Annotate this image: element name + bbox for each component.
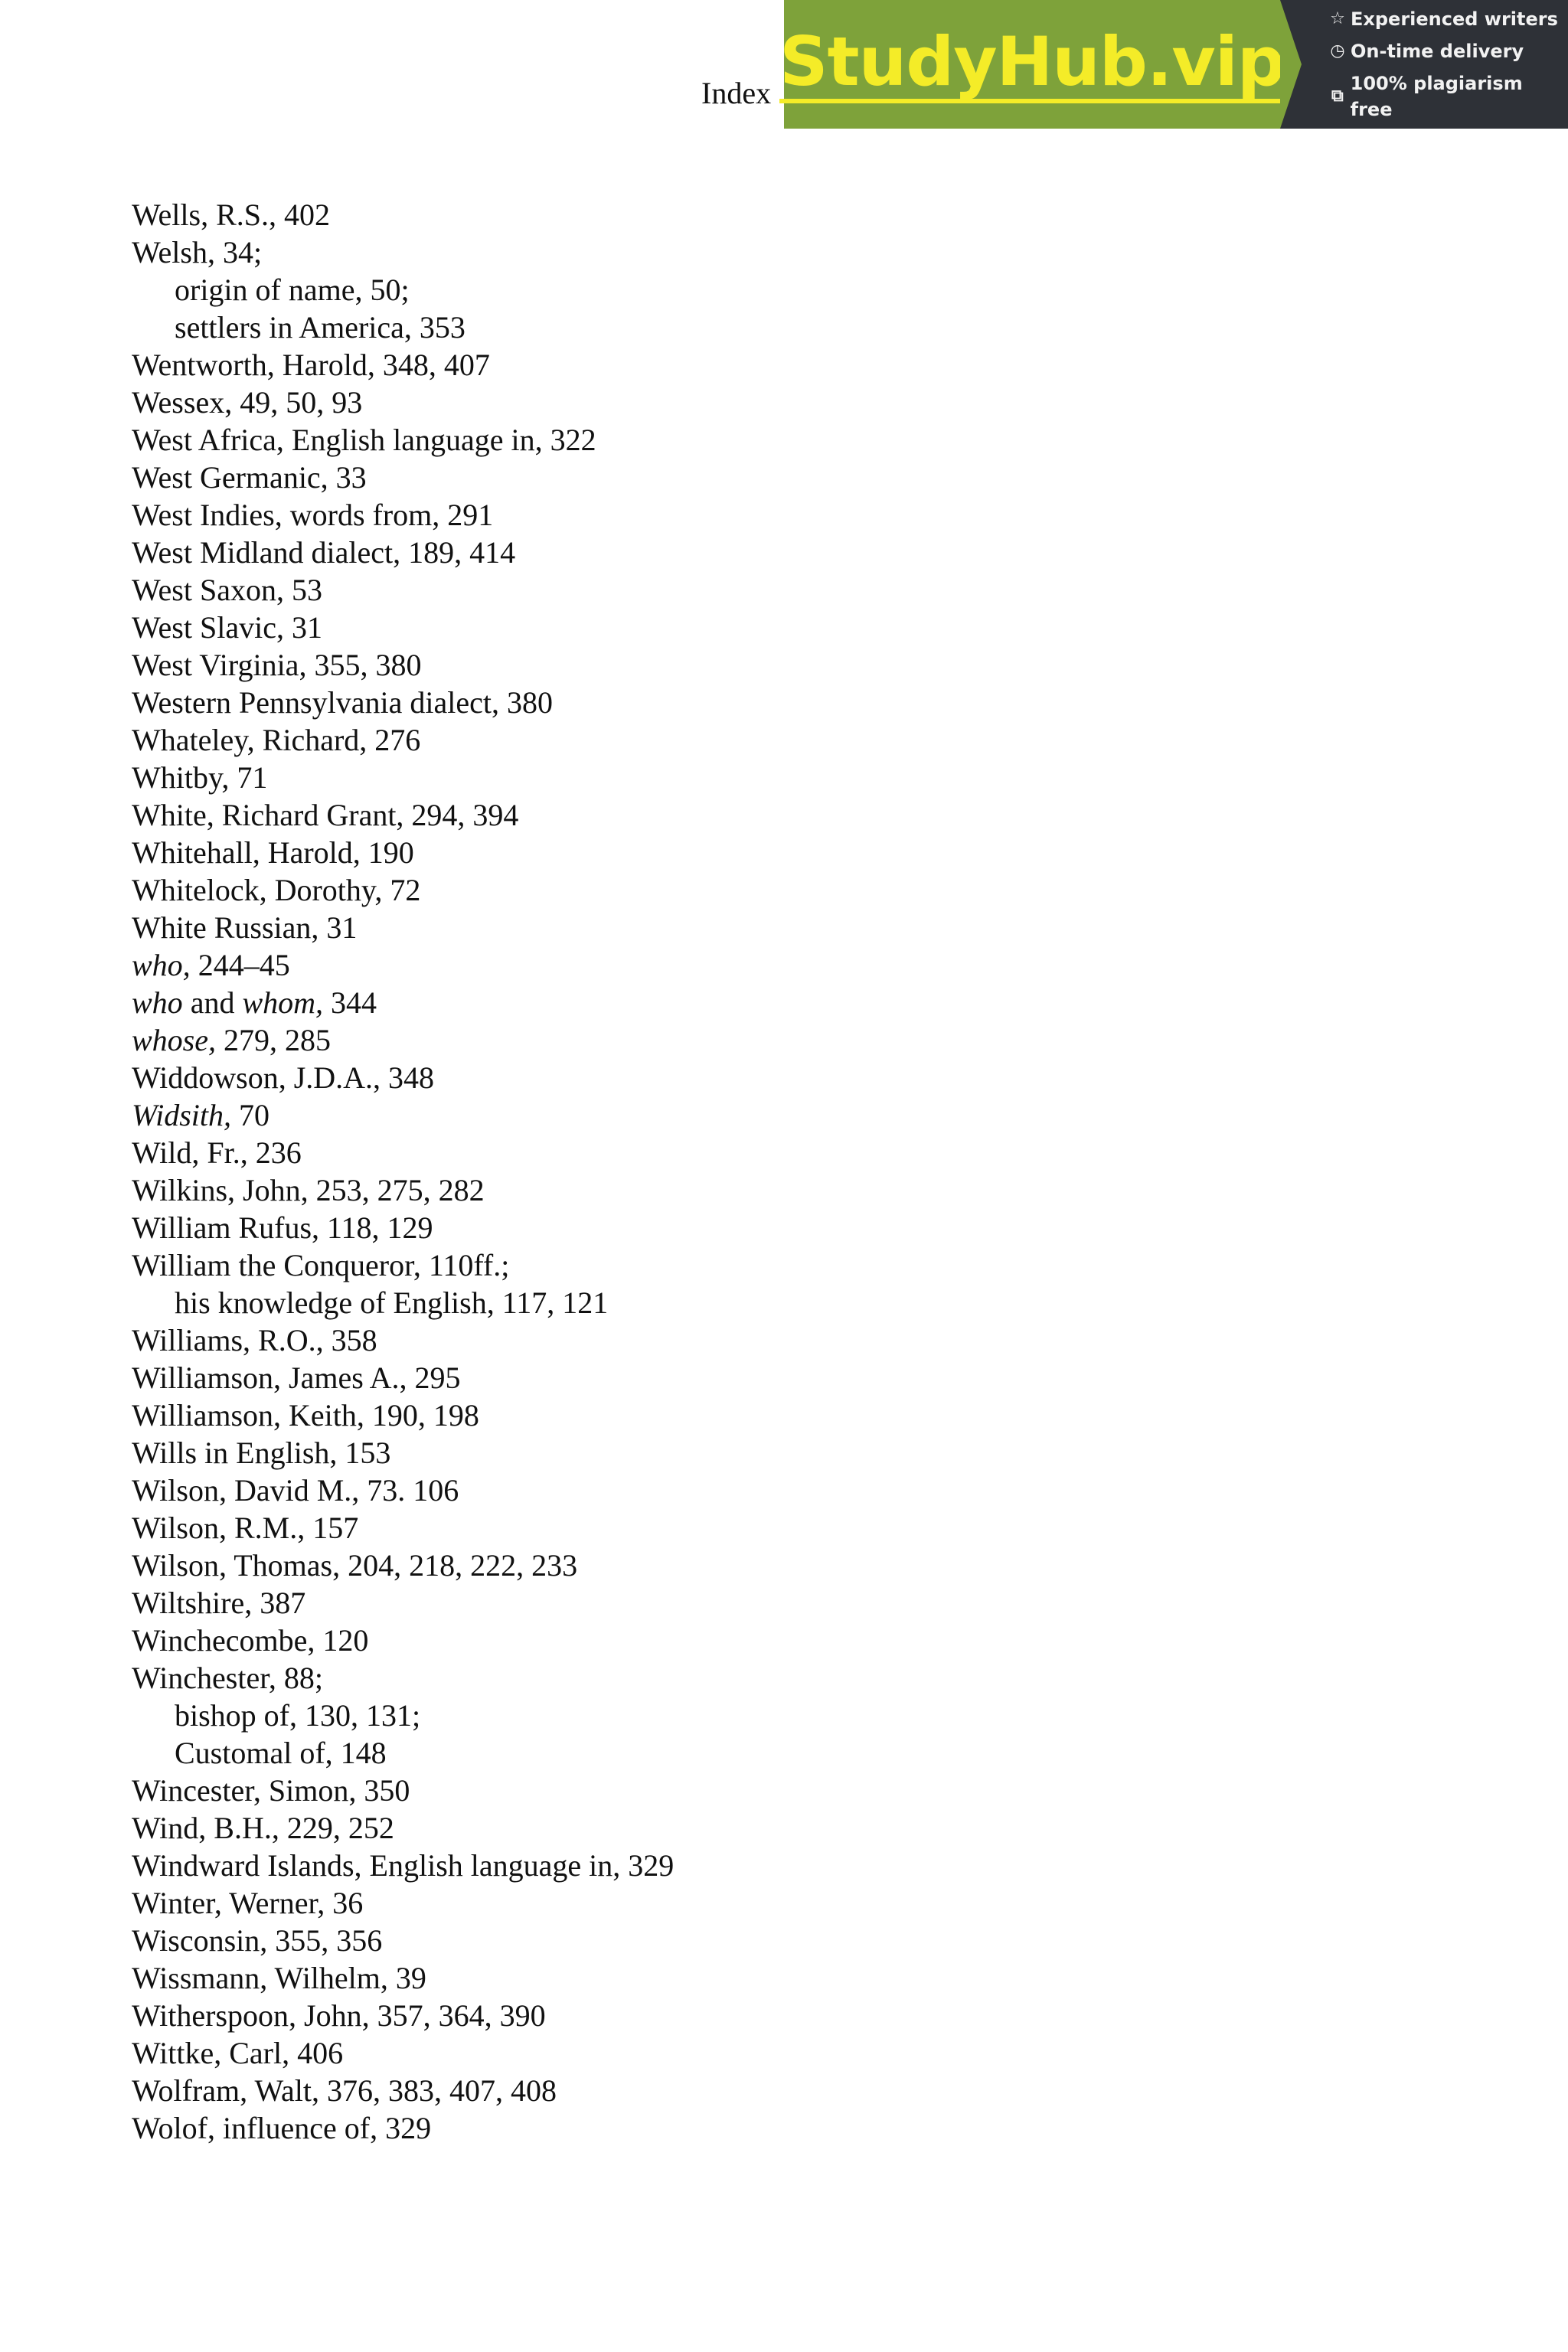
index-subentry: [132, 271, 674, 309]
copy-icon: ⧉: [1331, 87, 1344, 106]
index-entry: [132, 1059, 674, 1096]
index-entry: [132, 1922, 674, 1959]
index-entry: [132, 796, 674, 834]
index-entry-text: Western Pennsylvania dialect, 380: [132, 685, 553, 720]
index-entry-text: 344: [323, 985, 377, 1020]
index-entry-text: Wolof, influence of, 329: [132, 2111, 432, 2145]
index-entry-text: Wild, Fr., 236: [132, 1135, 302, 1170]
banner-logo[interactable]: [779, 0, 1285, 129]
banner-feature-text: 100% plagiarism free: [1350, 73, 1523, 120]
index-entry: [132, 1659, 674, 1697]
index-entry: [132, 1434, 674, 1472]
index-entry-text: 70: [231, 1098, 270, 1132]
index-entry-text: Wind, B.H., 229, 252: [132, 1811, 394, 1845]
index-entry: [132, 1959, 674, 1997]
ad-banner[interactable]: [779, 0, 1568, 129]
index-entry: [132, 1021, 674, 1059]
index-entry: [132, 984, 674, 1021]
index-entry-text: West Slavic, 31: [132, 610, 322, 645]
index-subentry: [132, 309, 674, 346]
index-entry: [132, 721, 674, 759]
index-entry-list: [132, 196, 674, 2147]
index-entry: [132, 946, 674, 984]
index-entry-text: Wentworth, Harold, 348, 407: [132, 348, 490, 382]
index-entry: [132, 421, 674, 459]
index-entry-text: West Germanic, 33: [132, 460, 367, 495]
index-entry-text: bishop of, 130, 131;: [175, 1698, 421, 1733]
index-entry: [132, 1509, 674, 1547]
banner-feature: [1328, 6, 1568, 32]
index-entry: [132, 1809, 674, 1847]
index-subentry: [132, 1697, 674, 1734]
index-entry: [132, 234, 674, 271]
index-entry-text: Wittke, Carl, 406: [132, 2036, 344, 2070]
index-entry: [132, 2072, 674, 2109]
index-entry-text: 244–45: [190, 948, 290, 982]
index-term-italic: whom,: [242, 985, 324, 1020]
index-entry-text: White Russian, 31: [132, 910, 358, 945]
index-entry-text: origin of name, 50;: [175, 273, 410, 307]
index-entry: [132, 1359, 674, 1396]
index-entry-text: Wilson, R.M., 157: [132, 1511, 359, 1545]
star-icon: ☆: [1330, 9, 1345, 28]
index-entry: [132, 1547, 674, 1584]
banner-feature-list: [1280, 0, 1568, 129]
index-entry-text: Wills in English, 153: [132, 1436, 391, 1470]
index-entry-text: Winchecombe, 120: [132, 1623, 369, 1658]
index-term-italic: Widsith,: [132, 1098, 232, 1132]
index-entry: [132, 909, 674, 946]
index-entry: [132, 684, 674, 721]
index-entry: [132, 1584, 674, 1622]
index-entry-text: Customal of, 148: [175, 1736, 387, 1770]
index-entry: [132, 1997, 674, 2034]
index-entry-text: Williamson, Keith, 190, 198: [132, 1398, 479, 1432]
page-header-title: Index: [701, 76, 772, 110]
index-entry-text: Wilkins, John, 253, 275, 282: [132, 1173, 485, 1207]
index-entry: [132, 459, 674, 496]
index-entry: [132, 571, 674, 609]
index-entry-text: Wiltshire, 387: [132, 1586, 306, 1620]
banner-feature-text: On-time delivery: [1351, 41, 1524, 62]
index-entry-text: William the Conqueror, 110ff.;: [132, 1248, 510, 1282]
index-entry-text: West Africa, English language in, 322: [132, 423, 596, 457]
index-entry-text: settlers in America, 353: [175, 310, 466, 345]
index-entry-text: 279, 285: [216, 1023, 331, 1057]
index-subentry: [132, 1284, 674, 1321]
index-entry-text: Wolfram, Walt, 376, 383, 407, 408: [132, 2073, 557, 2108]
index-entry: [132, 346, 674, 384]
index-entry-text: Williams, R.O., 358: [132, 1323, 377, 1357]
banner-logo-text: StudyHub.vip: [779, 25, 1285, 103]
index-entry-text: Wissmann, Wilhelm, 39: [132, 1961, 426, 1995]
index-entry: [132, 1622, 674, 1659]
index-entry-text: Windward Islands, English language in, 329: [132, 1848, 675, 1883]
index-entry-text: West Saxon, 53: [132, 573, 322, 607]
index-entry: [132, 196, 674, 234]
index-entry-text: his knowledge of English, 117, 121: [175, 1285, 609, 1320]
index-entry-text: Widdowson, J.D.A., 348: [132, 1060, 435, 1095]
index-entry: [132, 1772, 674, 1809]
index-entry: [132, 2109, 674, 2147]
index-entry-text: Whitby, 71: [132, 760, 268, 795]
index-entry: [132, 1134, 674, 1171]
index-entry-text: Wells, R.S., 402: [132, 198, 331, 232]
index-entry: [132, 384, 674, 421]
index-entry: [132, 496, 674, 534]
index-entry: [132, 1209, 674, 1246]
index-entry-text: Winter, Werner, 36: [132, 1886, 364, 1920]
index-entry: [132, 1472, 674, 1509]
index-entry-text: Wilson, David M., 73. 106: [132, 1473, 459, 1508]
index-entry-text: Wincester, Simon, 350: [132, 1773, 410, 1808]
index-entry: [132, 1884, 674, 1922]
banner-feature: [1328, 70, 1568, 122]
index-entry: [132, 1396, 674, 1434]
banner-feature-text: Experienced writers: [1351, 8, 1558, 30]
clock-icon: ◷: [1330, 41, 1345, 60]
index-entry-text: Winchester, 88;: [132, 1661, 324, 1695]
index-term-italic: who: [132, 985, 183, 1020]
index-entry-text: White, Richard Grant, 294, 394: [132, 798, 519, 832]
index-entry: [132, 646, 674, 684]
index-entry-text: West Midland dialect, 189, 414: [132, 535, 516, 570]
index-term-italic: who,: [132, 948, 191, 982]
index-term-italic: whose,: [132, 1023, 216, 1057]
index-entry: [132, 1847, 674, 1884]
index-entry: [132, 609, 674, 646]
index-entry-text: Wessex, 49, 50, 93: [132, 385, 363, 420]
index-entry-text: West Indies, words from, 291: [132, 498, 494, 532]
index-entry: [132, 2034, 674, 2072]
index-entry-text: William Rufus, 118, 129: [132, 1210, 433, 1245]
banner-feature: [1328, 38, 1568, 64]
index-entry: [132, 834, 674, 871]
index-entry-text: Witherspoon, John, 357, 364, 390: [132, 1998, 546, 2033]
index-entry-text: Wilson, Thomas, 204, 218, 222, 233: [132, 1548, 578, 1583]
index-entry-text: West Virginia, 355, 380: [132, 648, 422, 682]
index-entry-text: Whitehall, Harold, 190: [132, 835, 414, 870]
index-entry: [132, 871, 674, 909]
index-entry: [132, 1246, 674, 1284]
index-entry: [132, 1096, 674, 1134]
index-subentry: [132, 1734, 674, 1772]
index-entry-text: Whitelock, Dorothy, 72: [132, 873, 421, 907]
index-entry: [132, 759, 674, 796]
index-entry-text: Williamson, James A., 295: [132, 1361, 461, 1395]
index-entry-text: and: [182, 985, 243, 1020]
index-entry: [132, 534, 674, 571]
index-entry-text: Wisconsin, 355, 356: [132, 1923, 383, 1958]
index-entry: [132, 1321, 674, 1359]
index-entry-text: Whateley, Richard, 276: [132, 723, 421, 757]
index-entry-text: Welsh, 34;: [132, 235, 263, 270]
index-entry: [132, 1171, 674, 1209]
